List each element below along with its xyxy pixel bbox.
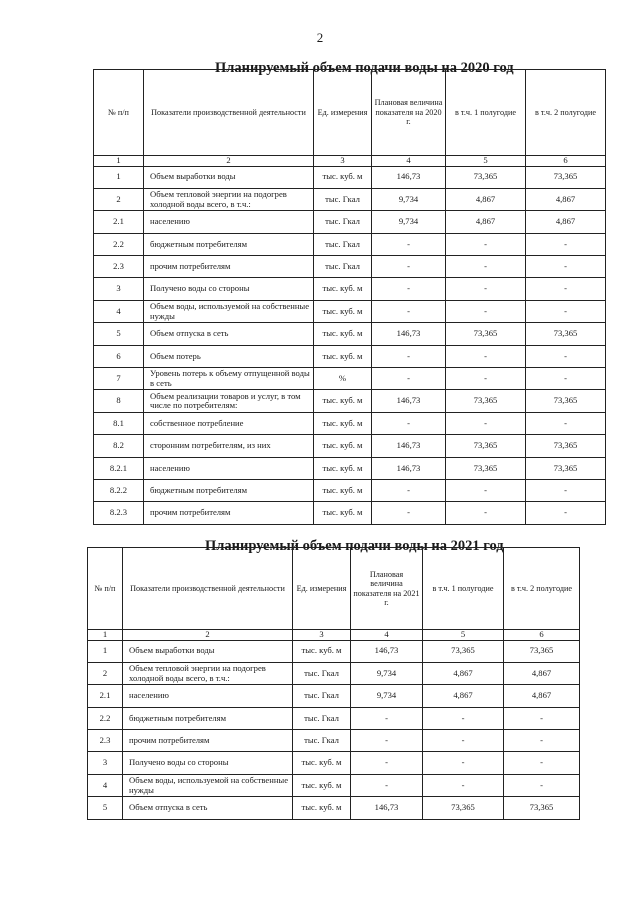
cell-h1: - — [423, 752, 504, 774]
cell-name: Объем выработки воды — [123, 640, 293, 662]
cell-num: 8.2.1 — [94, 457, 144, 479]
cell-name: Объем тепловой энергии на подогрев холодной воды всего, в т.ч.: — [144, 188, 314, 210]
cell-num: 8.1 — [94, 412, 144, 434]
table-row — [94, 435, 606, 457]
cell-num: 7 — [94, 368, 144, 390]
cell-plan: 146,73 — [372, 457, 446, 479]
cell-h2: 73,365 — [504, 640, 580, 662]
cell-name: Уровень потерь к объему отпущенной воды в сеть — [144, 368, 314, 390]
column-number-cell: 2 — [123, 630, 293, 641]
cell-plan: - — [351, 707, 423, 729]
cell-plan: 146,73 — [372, 435, 446, 457]
cell-h2: 73,365 — [526, 435, 606, 457]
cell-h1: 4,867 — [423, 685, 504, 707]
cell-plan: - — [372, 278, 446, 300]
column-number-cell: 6 — [526, 156, 606, 167]
cell-unit: тыс. куб. м — [314, 435, 372, 457]
cell-name: населению — [123, 685, 293, 707]
cell-name: собственное потребление — [144, 412, 314, 434]
cell-h1: 4,867 — [446, 188, 526, 210]
cell-num: 2.3 — [94, 256, 144, 278]
cell-num: 1 — [94, 166, 144, 188]
cell-h2: 4,867 — [504, 685, 580, 707]
cell-h2: - — [504, 730, 580, 752]
cell-num: 1 — [88, 640, 123, 662]
header-cell: № п/п — [88, 548, 123, 630]
cell-num: 4 — [94, 300, 144, 322]
cell-unit: тыс. куб. м — [314, 457, 372, 479]
cell-name: прочим потребителям — [144, 502, 314, 524]
cell-plan: - — [351, 730, 423, 752]
table-row — [88, 730, 580, 752]
table-row — [94, 502, 606, 524]
cell-plan: - — [372, 479, 446, 501]
cell-h1: - — [446, 345, 526, 367]
cell-h2: 4,867 — [526, 188, 606, 210]
column-number-cell: 2 — [144, 156, 314, 167]
cell-name: Получено воды со стороны — [123, 752, 293, 774]
cell-unit: тыс. куб. м — [314, 345, 372, 367]
cell-unit: тыс. Гкал — [314, 256, 372, 278]
column-number-row — [94, 156, 606, 167]
column-number-cell: 4 — [372, 156, 446, 167]
cell-plan: - — [351, 752, 423, 774]
table-row — [88, 662, 580, 684]
cell-h1: 73,365 — [446, 457, 526, 479]
table-row — [94, 345, 606, 367]
cell-num: 2.2 — [88, 707, 123, 729]
cell-plan: - — [372, 256, 446, 278]
cell-h2: 73,365 — [504, 797, 580, 819]
cell-plan: 146,73 — [372, 390, 446, 412]
header-cell: Показатели производственной деятельности — [123, 548, 293, 630]
table-row — [88, 685, 580, 707]
header-cell: Плановая величина показателя на 2021 г. — [351, 548, 423, 630]
cell-h2: - — [526, 502, 606, 524]
column-number-cell: 4 — [351, 630, 423, 641]
cell-plan: 146,73 — [372, 323, 446, 345]
cell-name: Получено воды со стороны — [144, 278, 314, 300]
table-row — [94, 300, 606, 322]
cell-unit: тыс. Гкал — [293, 730, 351, 752]
cell-h1: - — [423, 774, 504, 796]
cell-num: 8.2.2 — [94, 479, 144, 501]
cell-h2: - — [526, 300, 606, 322]
column-number-cell: 3 — [293, 630, 351, 641]
header-cell: Показатели производственной деятельности — [144, 70, 314, 156]
table-row — [94, 166, 606, 188]
column-number-cell: 6 — [504, 630, 580, 641]
cell-h1: 4,867 — [446, 211, 526, 233]
column-number-cell: 5 — [423, 630, 504, 641]
table-row — [94, 368, 606, 390]
table-row — [94, 323, 606, 345]
cell-plan: 146,73 — [351, 640, 423, 662]
cell-unit: тыс. куб. м — [314, 479, 372, 501]
cell-h1: 4,867 — [423, 662, 504, 684]
header-cell: в т.ч. 1 полугодие — [446, 70, 526, 156]
cell-name: бюджетным потребителям — [144, 233, 314, 255]
header-cell: Ед. измерения — [293, 548, 351, 630]
cell-unit: тыс. куб. м — [293, 797, 351, 819]
column-number-cell: 3 — [314, 156, 372, 167]
cell-h1: - — [446, 256, 526, 278]
cell-h2: - — [526, 345, 606, 367]
cell-name: Объем выработки воды — [144, 166, 314, 188]
cell-name: населению — [144, 211, 314, 233]
table-row — [88, 707, 580, 729]
cell-name: Объем воды, используемой на собственные нужды — [123, 774, 293, 796]
cell-plan: - — [372, 368, 446, 390]
cell-h2: - — [504, 752, 580, 774]
cell-num: 5 — [94, 323, 144, 345]
table-header-row — [94, 70, 606, 156]
table-row — [94, 390, 606, 412]
cell-h2: - — [526, 233, 606, 255]
cell-name: Объем реализации товаров и услуг, в том числе по потребителям: — [144, 390, 314, 412]
table-row — [94, 278, 606, 300]
cell-plan: - — [372, 345, 446, 367]
cell-name: Объем тепловой энергии на подогрев холодной воды всего, в т.ч.: — [123, 662, 293, 684]
water-supply-table-2020 — [93, 69, 606, 525]
cell-h2: - — [526, 479, 606, 501]
cell-num: 8.2 — [94, 435, 144, 457]
cell-h2: 73,365 — [526, 323, 606, 345]
cell-plan: 146,73 — [372, 166, 446, 188]
cell-unit: тыс. куб. м — [314, 390, 372, 412]
cell-h1: - — [423, 707, 504, 729]
table-row — [88, 640, 580, 662]
header-cell: в т.ч. 2 полугодие — [504, 548, 580, 630]
cell-num: 8.2.3 — [94, 502, 144, 524]
cell-name: бюджетным потребителям — [144, 479, 314, 501]
table-row — [88, 752, 580, 774]
cell-h2: - — [526, 368, 606, 390]
cell-h1: 73,365 — [446, 166, 526, 188]
cell-unit: тыс. Гкал — [314, 233, 372, 255]
cell-unit: тыс. Гкал — [314, 188, 372, 210]
cell-num: 2.2 — [94, 233, 144, 255]
cell-h2: - — [504, 707, 580, 729]
table-title-2021: Планируемый объем подачи воды на 2021 год — [205, 538, 504, 554]
cell-unit: тыс. куб. м — [314, 502, 372, 524]
cell-name: прочим потребителям — [123, 730, 293, 752]
table-row — [94, 256, 606, 278]
cell-plan: 146,73 — [351, 797, 423, 819]
cell-num: 6 — [94, 345, 144, 367]
cell-h2: 73,365 — [526, 390, 606, 412]
cell-h2: - — [526, 256, 606, 278]
cell-h2: - — [526, 278, 606, 300]
cell-plan: - — [372, 233, 446, 255]
cell-name: населению — [144, 457, 314, 479]
cell-h1: 73,365 — [446, 323, 526, 345]
column-number-cell: 1 — [94, 156, 144, 167]
cell-unit: тыс. Гкал — [293, 707, 351, 729]
cell-h2: 4,867 — [504, 662, 580, 684]
cell-name: прочим потребителям — [144, 256, 314, 278]
cell-num: 8 — [94, 390, 144, 412]
cell-num: 2 — [94, 188, 144, 210]
cell-unit: тыс. Гкал — [314, 211, 372, 233]
cell-plan: - — [372, 412, 446, 434]
cell-unit: тыс. куб. м — [314, 323, 372, 345]
cell-h1: - — [446, 278, 526, 300]
cell-unit: тыс. куб. м — [314, 166, 372, 188]
cell-num: 2.1 — [94, 211, 144, 233]
header-cell: Ед. измерения — [314, 70, 372, 156]
cell-plan: 9,734 — [351, 662, 423, 684]
cell-unit: % — [314, 368, 372, 390]
header-cell: в т.ч. 2 полугодие — [526, 70, 606, 156]
column-number-cell: 1 — [88, 630, 123, 641]
cell-h1: - — [446, 233, 526, 255]
cell-h2: 73,365 — [526, 457, 606, 479]
table-row — [94, 211, 606, 233]
cell-h1: - — [446, 368, 526, 390]
cell-plan: - — [372, 300, 446, 322]
table-row — [94, 479, 606, 501]
cell-h1: 73,365 — [423, 797, 504, 819]
column-number-cell: 5 — [446, 156, 526, 167]
table-row — [94, 412, 606, 434]
cell-num: 2.3 — [88, 730, 123, 752]
cell-plan: 9,734 — [372, 211, 446, 233]
cell-name: бюджетным потребителям — [123, 707, 293, 729]
table-title-2020: Планируемый объем подачи воды на 2020 год — [215, 60, 514, 76]
cell-h2: - — [526, 412, 606, 434]
cell-h1: 73,365 — [423, 640, 504, 662]
cell-h1: - — [446, 502, 526, 524]
cell-plan: - — [351, 774, 423, 796]
header-cell: Плановая величина показателя на 2020 г. — [372, 70, 446, 156]
cell-plan: - — [372, 502, 446, 524]
cell-unit: тыс. куб. м — [314, 300, 372, 322]
table-row — [94, 457, 606, 479]
table-row — [94, 233, 606, 255]
cell-num: 3 — [94, 278, 144, 300]
cell-h1: - — [446, 300, 526, 322]
cell-unit: тыс. Гкал — [293, 662, 351, 684]
cell-unit: тыс. Гкал — [293, 685, 351, 707]
water-supply-table-2021 — [87, 547, 580, 820]
header-cell: в т.ч. 1 полугодие — [423, 548, 504, 630]
cell-h2: 4,867 — [526, 211, 606, 233]
cell-unit: тыс. куб. м — [314, 412, 372, 434]
cell-h2: - — [504, 774, 580, 796]
table-row — [88, 797, 580, 819]
column-number-row — [88, 630, 580, 641]
cell-num: 2.1 — [88, 685, 123, 707]
cell-num: 5 — [88, 797, 123, 819]
cell-num: 4 — [88, 774, 123, 796]
cell-h1: 73,365 — [446, 435, 526, 457]
cell-plan: 9,734 — [351, 685, 423, 707]
cell-name: Объем отпуска в сеть — [144, 323, 314, 345]
cell-num: 2 — [88, 662, 123, 684]
cell-unit: тыс. куб. м — [293, 640, 351, 662]
cell-h1: - — [446, 479, 526, 501]
cell-name: Объем отпуска в сеть — [123, 797, 293, 819]
table-row — [88, 774, 580, 796]
cell-h1: 73,365 — [446, 390, 526, 412]
cell-name: Объем воды, используемой на собственные нужды — [144, 300, 314, 322]
cell-h1: - — [446, 412, 526, 434]
cell-name: Объем потерь — [144, 345, 314, 367]
cell-name: сторонним потребителям, из них — [144, 435, 314, 457]
cell-h1: - — [423, 730, 504, 752]
table-header-row — [88, 548, 580, 630]
cell-unit: тыс. куб. м — [314, 278, 372, 300]
page-number: 2 — [316, 30, 324, 45]
cell-unit: тыс. куб. м — [293, 774, 351, 796]
table-row — [94, 188, 606, 210]
cell-plan: 9,734 — [372, 188, 446, 210]
cell-num: 3 — [88, 752, 123, 774]
header-cell: № п/п — [94, 70, 144, 156]
cell-unit: тыс. куб. м — [293, 752, 351, 774]
cell-h2: 73,365 — [526, 166, 606, 188]
